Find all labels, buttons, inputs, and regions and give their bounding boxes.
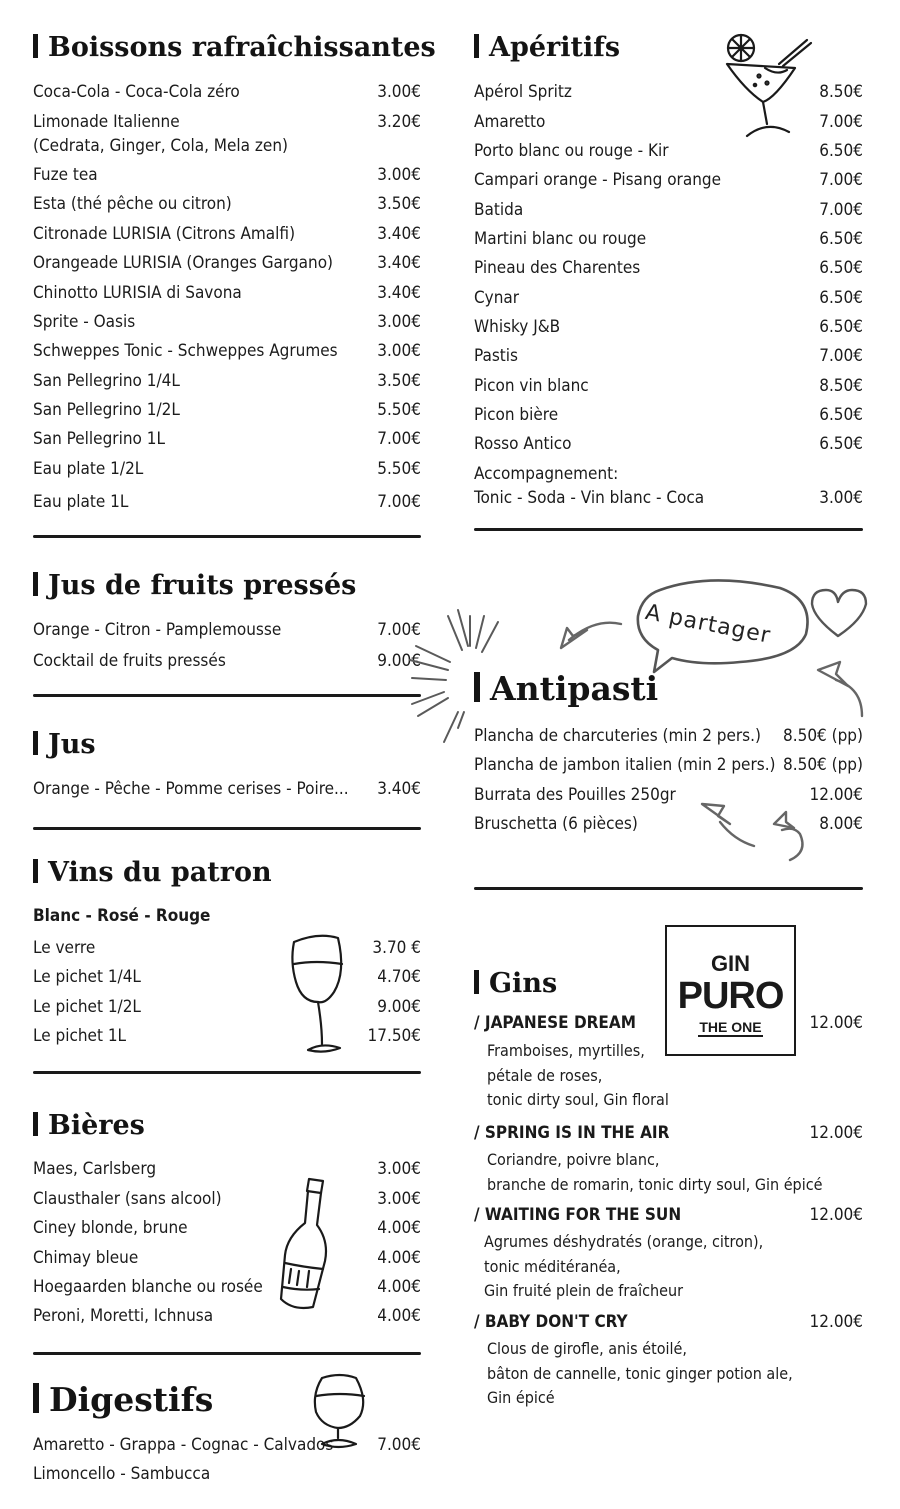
gin-description: Coriandre, poivre blanc, branche de romarin, tonic dirty soul, Gin épicé	[487, 1150, 823, 1194]
menu-item: Esta (thé pêche ou citron) 3.50€	[33, 194, 421, 214]
section-title-jus-presses: Jus de fruits pressés	[33, 572, 356, 599]
gin-price: 12.00€	[809, 1312, 863, 1332]
snifter-glass-icon	[308, 1372, 370, 1452]
arrow-curl-icon	[770, 808, 810, 864]
menu-item: Orange - Citron - Pamplemousse 7.00€	[33, 620, 421, 640]
menu-item: Hoegaarden blanche ou rosée 4.00€	[33, 1277, 421, 1297]
burst-lines-icon	[404, 606, 524, 746]
menu-item: Plancha de charcuteries (min 2 pers.) 8.50€ (pp)	[474, 726, 863, 746]
menu-item: Eau plate 1/2L 5.50€	[33, 459, 421, 479]
menu-item: Orange - Pêche - Pomme cerises - Poire... 3.40€	[33, 779, 421, 799]
section-title-antipasti: Antipasti	[474, 672, 658, 705]
menu-item: Peroni, Moretti, Ichnusa 4.00€	[33, 1306, 421, 1326]
menu-item: Le pichet 1L 17.50€	[33, 1026, 421, 1046]
accompagnement-label: Accompagnement:	[474, 464, 619, 484]
menu-item: Clausthaler (sans alcool) 3.00€	[33, 1189, 421, 1209]
gin-price: 12.00€	[809, 1205, 863, 1225]
menu-item: San Pellegrino 1L 7.00€	[33, 429, 421, 449]
section-divider	[33, 1352, 421, 1355]
gin-name: / SPRING IS IN THE AIR	[474, 1123, 670, 1143]
gin-price: 12.00€	[809, 1013, 863, 1033]
section-title-boissons: Boissons rafraîchissantes	[33, 34, 436, 61]
menu-item: Burrata des Pouilles 250gr 12.00€	[474, 785, 863, 805]
gin-name: / JAPANESE DREAM	[474, 1013, 636, 1033]
section-title-jus: Jus	[33, 731, 96, 758]
menu-item: Whisky J&B 6.50€	[474, 317, 863, 337]
menu-item: Sprite - Oasis 3.00€	[33, 312, 421, 332]
menu-item: Pastis 7.00€	[474, 346, 863, 366]
section-title-aperitifs: Apéritifs	[474, 34, 620, 61]
menu-item: Le verre 3.70 €	[33, 938, 421, 958]
menu-item: Cynar 6.50€	[474, 288, 863, 308]
gin-name: / BABY DON'T CRY	[474, 1312, 628, 1332]
right-column	[474, 0, 863, 1509]
menu-item: Le pichet 1/4L 4.70€	[33, 967, 421, 987]
arrow-diagonal-icon	[698, 800, 758, 852]
menu-item: Picon vin blanc 8.50€	[474, 376, 863, 396]
section-divider	[33, 694, 421, 697]
menu-item: Ciney blonde, brune 4.00€	[33, 1218, 421, 1238]
menu-item: Campari orange - Pisang orange 7.00€	[474, 170, 863, 190]
heart-icon	[806, 586, 870, 642]
menu-item: Schweppes Tonic - Schweppes Agrumes 3.00€	[33, 341, 421, 361]
menu-item: Limonade Italienne (Cedrata, Ginger, Cola, Mela zen) 3.20€	[33, 112, 421, 156]
menu-item: Rosso Antico 6.50€	[474, 434, 863, 454]
menu-item: Le pichet 1/2L 9.00€	[33, 997, 421, 1017]
menu-item: Batida 7.00€	[474, 200, 863, 220]
section-title-digestifs: Digestifs	[33, 1383, 213, 1416]
gin-description: Agrumes déshydratés (orange, citron), tonic méditéranéa, Gin fruité plein de fraîcheur	[484, 1232, 764, 1300]
menu-item: Fuze tea 3.00€	[33, 165, 421, 185]
menu-item: Chimay bleue 4.00€	[33, 1248, 421, 1268]
section-title-bieres: Bières	[33, 1112, 145, 1139]
gin-name: / WAITING FOR THE SUN	[474, 1205, 682, 1225]
menu-item: Plancha de jambon italien (min 2 pers.) 8.50€ (pp)	[474, 755, 863, 775]
menu-item: Coca-Cola - Coca-Cola zéro 3.00€	[33, 82, 421, 102]
menu-item: San Pellegrino 1/4L 3.50€	[33, 371, 421, 391]
gin-price: 12.00€	[809, 1123, 863, 1143]
menu-item: Orangeade LURISIA (Oranges Gargano) 3.40€	[33, 253, 421, 273]
section-divider	[474, 887, 863, 890]
section-divider	[33, 535, 421, 538]
menu-item: Maes, Carlsberg 3.00€	[33, 1159, 421, 1179]
section-title-vins: Vins du patron	[33, 859, 272, 886]
left-column	[33, 0, 436, 1509]
section-title-gins: Gins	[474, 970, 557, 997]
arrow-up-icon	[812, 658, 868, 722]
speech-bubble-text: A partager	[643, 600, 773, 649]
menu-item: Porto blanc ou rouge - Kir 6.50€	[474, 141, 863, 161]
menu-item: Apérol Spritz 8.50€	[474, 82, 863, 102]
menu-item: Amaretto 7.00€	[474, 112, 863, 132]
gin-description: Framboises, myrtilles, pétale de roses, tonic dirty soul, Gin floral	[487, 1041, 669, 1109]
menu-item: Limoncello - Sambucca	[33, 1464, 211, 1484]
gin-description: Clous de girofle, anis étoilé, bâton de cannelle, tonic ginger potion ale, Gin épicé	[487, 1339, 793, 1407]
cocktail-glass-icon	[715, 28, 815, 143]
beer-bottle-icon	[277, 1175, 337, 1315]
menu-item: Bruschetta (6 pièces) 8.00€	[474, 814, 863, 834]
menu-item: Amaretto - Grappa - Cognac - Calvados 7.00€	[33, 1435, 421, 1455]
menu-item: Chinotto LURISIA di Savona 3.40€	[33, 283, 421, 303]
wine-subtitle: Blanc - Rosé - Rouge	[33, 906, 211, 926]
arrow-left-icon	[555, 614, 625, 654]
menu-item: San Pellegrino 1/2L 5.50€	[33, 400, 421, 420]
menu-item: Citronade LURISIA (Citrons Amalfi) 3.40€	[33, 224, 421, 244]
wine-glass-icon	[288, 930, 348, 1056]
gin-puro-logo: GIN PURO THE ONE	[665, 925, 796, 1056]
menu-item: Martini blanc ou rouge 6.50€	[474, 229, 863, 249]
menu-item: Cocktail de fruits pressés 9.00€	[33, 651, 421, 671]
section-divider	[33, 1071, 421, 1074]
menu-item: Tonic - Soda - Vin blanc - Coca 3.00€	[474, 488, 863, 508]
menu-item: Eau plate 1L 7.00€	[33, 492, 421, 512]
menu-item: Picon bière 6.50€	[474, 405, 863, 425]
menu-item: Pineau des Charentes 6.50€	[474, 258, 863, 278]
section-divider	[33, 827, 421, 830]
section-divider	[474, 528, 863, 531]
